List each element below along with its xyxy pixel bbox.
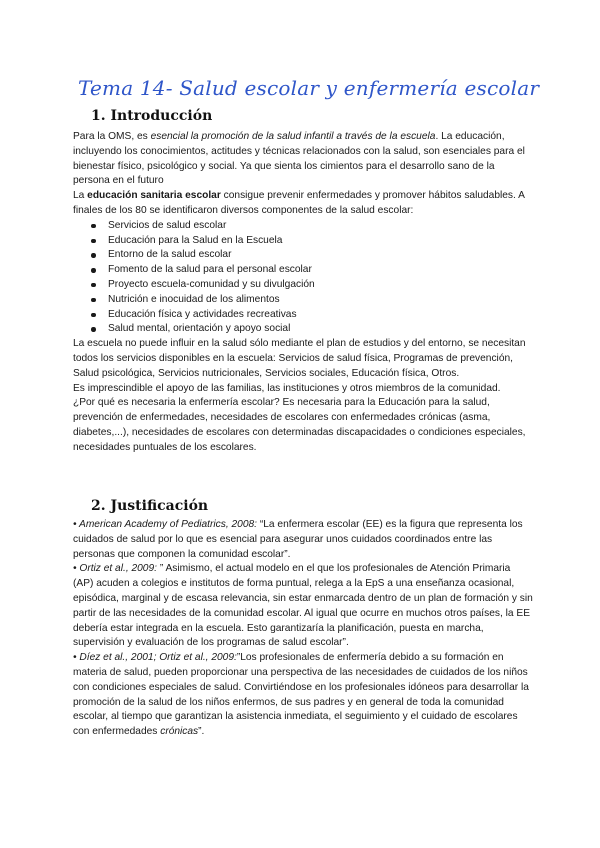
intro-p2-text-end: consigue prevenir enfermedades y promover hábitos saludables. A finales de los 80 se identificaron diversos componentes de la salud escolar:: [73, 190, 525, 216]
quote-emphasis: crónicas: [160, 726, 199, 738]
list-item: Educación para la Salud en la Escuela: [73, 234, 533, 249]
section-heading-justificacion: 2. Justificación: [91, 498, 209, 514]
components-list: [73, 219, 533, 337]
list-item: Entorno de la salud escolar: [73, 248, 533, 263]
quote-text: ”Los profesionales de enfermería debido a su formación en materia de salud, pueden proporcionar una perspectiva de las necesidades de cuidados de los niños con condiciones especiales de salud. Convirtiéndose en los profesionales idóneos para desarrollar la promoción de la salud de los niños enfermos, de sus padres y en general de toda la comunidad escolar, al tiempo que garantizan la asistencia inmediata, el seguimiento y el cuidado de escolares con enfermedades: [73, 652, 529, 738]
intro-p1-text: Para la OMS, es: [73, 131, 151, 142]
quote-text-end: ”.: [198, 726, 205, 738]
list-item: Proyecto escuela-comunidad y su divulgación: [73, 278, 533, 293]
document-title: Tema 14- Salud escolar y enfermería escolar: [78, 76, 540, 100]
section-justificacion: [73, 518, 533, 740]
section-heading-introduccion: 1. Introducción: [91, 108, 213, 124]
intro-p2-text: La: [73, 190, 88, 202]
intro-paragraph-4: Es imprescindible el apoyo de las familias, las instituciones y otros miembros de la comunidad.: [73, 382, 501, 394]
quote-diez-ortiz: [73, 651, 533, 740]
quote-text: ” Asimismo, el actual modelo en el que los profesionales de Atención Primaria (AP) acuden a colegios e institutos de forma puntual, relega a la EpS a una enseñanza ocasional, episódica, marginal y de escasa relevancia, sin estar enmarcada dentro de un plan de formación y sin partir de las necesidades de la comunidad escolar. Al igual que ocurre en muchos otros países, la EE debería estar integrada en la escuela. Esto garantizaría la planificación, puesta en marcha, supervisión y evaluación de los programas de salud escolar”.: [73, 563, 533, 649]
intro-paragraph-3: La escuela no puede influir en la salud sólo mediante el plan de estudios y del entorno, se necesitan todos los servicios disponibles en la escuela: Servicios de salud física, Programas de prevención, Salud psicológica, Servicios nutricionales, Servicios sociales, Educación física, Otros.: [73, 338, 526, 379]
quote-source: • Díez et al., 2001; Ortiz et al., 2009:: [73, 652, 237, 664]
quote-text: “La enfermera escolar (EE) es la figura que representa los cuidados de salud por lo que es esencial para asegurar unos cuidados coordinados entre las personas que componen la comunidad escolar”.: [73, 519, 523, 560]
intro-p1-emphasis: esencial la promoción de la salud infantil a través de la escuela: [150, 131, 436, 142]
intro-paragraph-5: ¿Por qué es necesaria la enfermería escolar? Es necesaria para la Educación para la salud, prevención de enfermedades, necesidades de escolares con enfermedades crónicas (asma, diabetes,...), necesidades de escolares con determinadas discapacidades o condiciones especiales, necesidades puntuales de los escolares.: [73, 397, 526, 453]
section-introduccion: [73, 130, 533, 456]
quote-source: • American Academy of Pediatrics, 2008:: [73, 519, 258, 530]
intro-paragraph-2: [73, 189, 533, 219]
quote-ortiz: [73, 562, 533, 651]
list-item: Fomento de la salud para el personal escolar: [73, 263, 533, 278]
intro-paragraph-1: [73, 130, 533, 189]
quote-aap: [73, 518, 533, 562]
list-item: Nutrición e inocuidad de los alimentos: [73, 293, 533, 308]
list-item: Servicios de salud escolar: [73, 219, 533, 234]
list-item: Salud mental, orientación y apoyo social: [73, 322, 533, 337]
quote-source: • Ortiz et al., 2009:: [73, 563, 157, 575]
list-item: Educación física y actividades recreativas: [73, 308, 533, 323]
intro-p2-strong: educación sanitaria escolar: [87, 190, 221, 202]
intro-p1-text-end: . La educación, incluyendo los conocimientos, actitudes y técnicas relacionados con la salud, son esenciales para el bienestar físico, psicológico y social. Ya que sienta los cimientos para el desarrollo sano de la persona en el futuro: [73, 131, 525, 187]
